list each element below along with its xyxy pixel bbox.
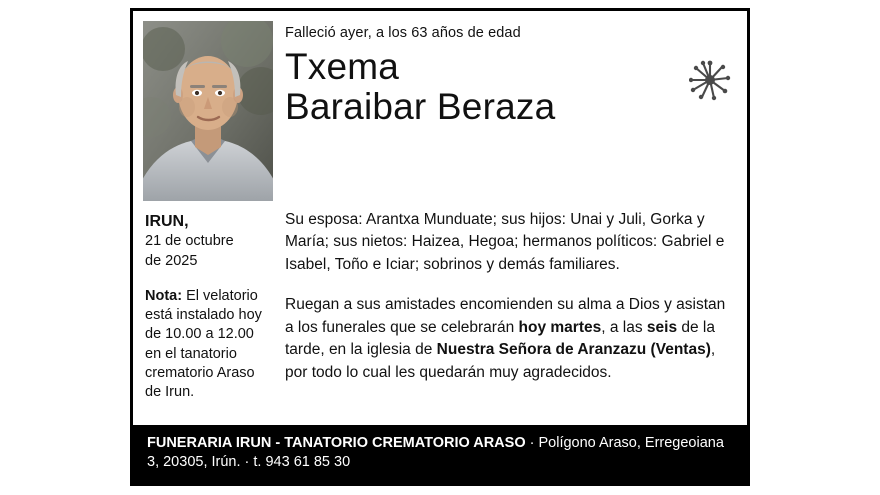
funeral-invitation [285,294,733,384]
funeral-home-name: FUNERARIA IRUN - TANATORIO CREMATORIO ARASO [147,434,526,451]
deceased-name [285,47,735,127]
invite-hour: seis [646,318,678,336]
death-announcement-line: Falleció ayer, a los 63 años de edad [285,25,521,41]
left-column [145,211,273,403]
city-label: IRUN, [145,213,189,230]
date-line-1: 21 de octubre [145,233,234,250]
deceased-last-name: Baraibar Beraza [285,85,556,127]
notice-header [285,25,735,127]
funeral-home-footer [133,425,747,483]
note-label: Nota: [145,287,183,304]
portrait-photo [143,21,273,201]
invite-part-4: , por todo lo cual les quedarán muy agradecidos. [285,341,716,381]
date-line-2: de 2025 [145,252,198,269]
deceased-first-name: Txema [285,46,400,87]
flower-ornament-icon [689,59,731,101]
note-text: El velatorio está instalado hoy de 10.00 a 12.00 en el tanatorio crematorio Araso de Irun. [145,287,262,401]
right-column [285,209,733,402]
wake-note [145,287,273,403]
invite-day: hoy martes [518,318,602,336]
invite-part-2: , a las [601,318,647,336]
notice-body [133,11,747,425]
invite-part-3: de la tarde, en la iglesia de [285,318,715,359]
invite-part-1: Ruegan a sus amistades encomienden su alma a Dios y asistan a los funerales que se celebrarán [285,296,726,336]
invite-church: Nuestra Señora de Aranzazu (Ventas) [436,341,711,359]
funeral-home-address: · Polígono Araso, Erregeoiana 3, 20305, Irún. · t. 943 61 85 30 [147,434,724,471]
obituary-notice-card [130,8,750,486]
family-list: Su esposa: Arantxa Munduate; sus hijos: Unai y Juli, Gorka y María; sus nietos: Haizea, Hegoa; hermanos políticos: Gabriel e Isabel, Toño e Iciar; sobrinos y demás familiares. [285,211,725,273]
